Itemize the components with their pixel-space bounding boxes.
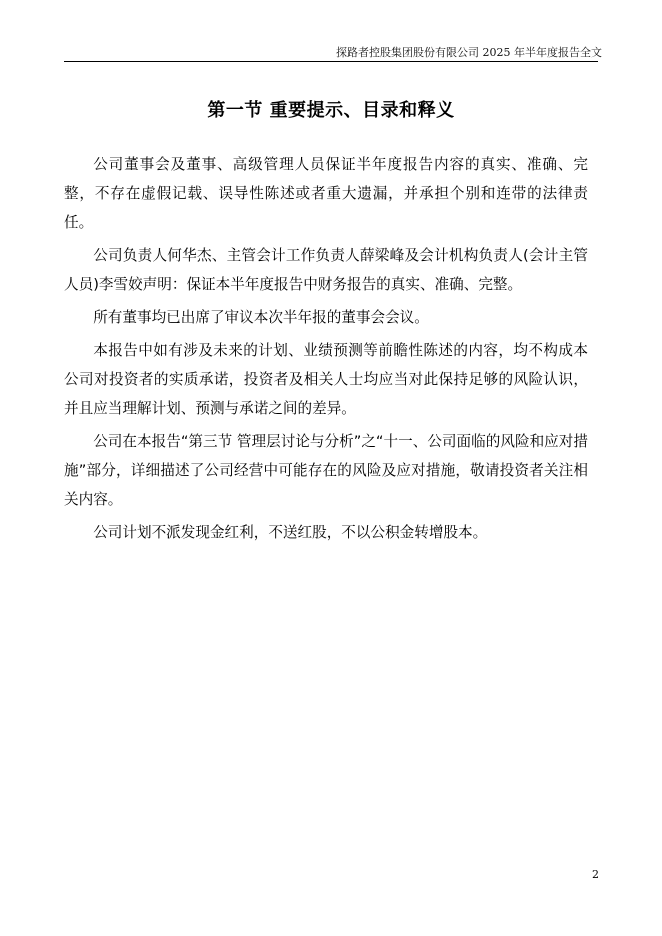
paragraph-dividend-plan: 公司计划不派发现金红利，不送红股，不以公积金转增股本。 — [93, 524, 488, 541]
paragraph-responsible-persons: 公司负责人何华杰、主管会计工作负责人薛梁峰及会计机构负责人(会计主管人员)李雪姣声明：保证本半年度报告中财务报告的真实、准确、完整。 — [64, 247, 588, 293]
paragraph-board-guarantee: 公司董事会及董事、高级管理人员保证半年度报告内容的真实、准确、完整，不存在虚假记载、误导性陈述或者重大遗漏，并承担个别和连带的法律责任。 — [64, 156, 588, 231]
document-body — [64, 150, 588, 551]
paragraph-board-attendance: 所有董事均已出席了审议本次半年报的董事会会议。 — [93, 309, 429, 326]
section-title: 第一节 重要提示、目录和释义 — [207, 100, 455, 121]
header-divider — [64, 61, 598, 62]
paragraph-forward-looking: 本报告中如有涉及未来的计划、业绩预测等前瞻性陈述的内容，均不构成本公司对投资者的实质承诺，投资者及相关人士均应当对此保持足够的风险认识，并且应当理解计划、预测与承诺之间的差异。 — [64, 342, 588, 417]
paragraph-risk-notice: 公司在本报告“第三节 管理层讨论与分析”之“十一、公司面临的风险和应对措施”部分，详细描述了公司经营中可能存在的风险及应对措施，敬请投资者关注相关内容。 — [64, 433, 588, 508]
running-header: 探路者控股集团股份有限公司 2025 年半年度报告全文 — [336, 46, 602, 59]
page-number: 2 — [592, 868, 599, 881]
